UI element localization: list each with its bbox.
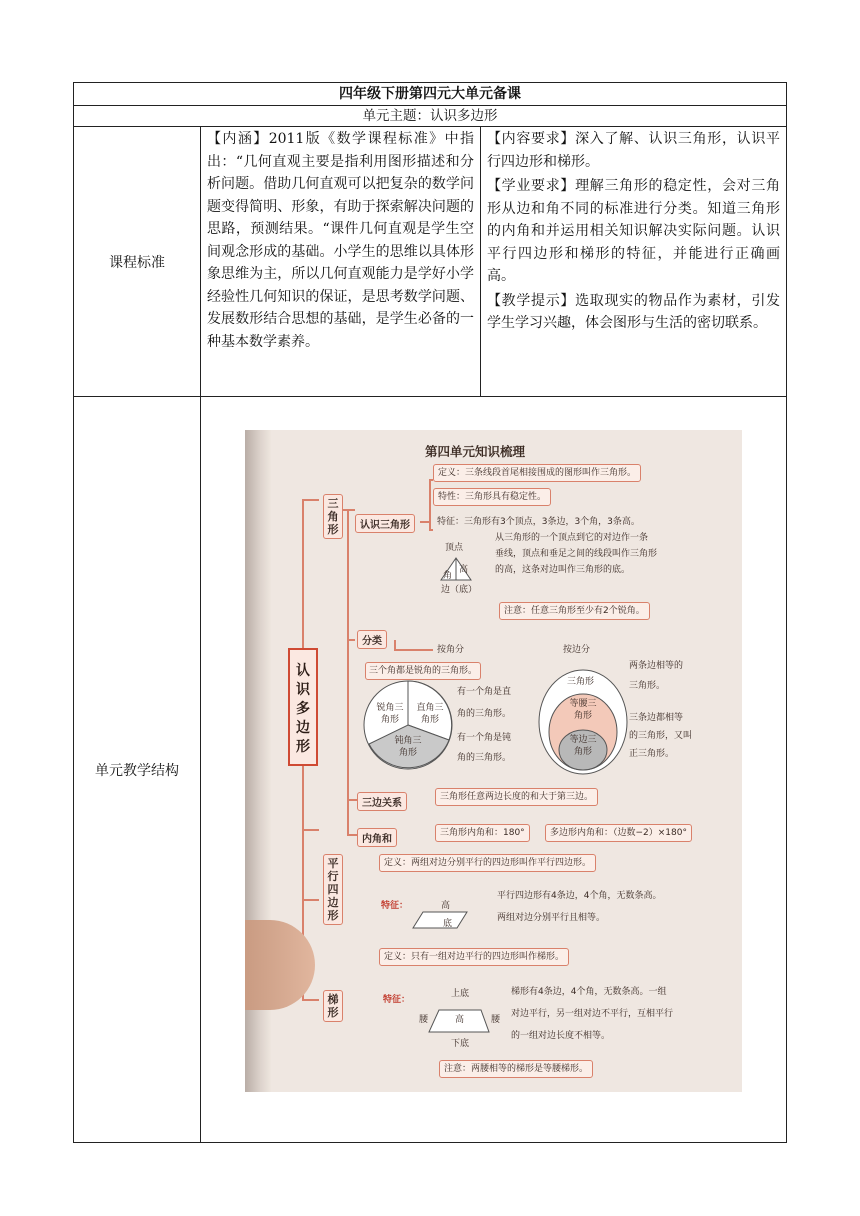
right-triangle: 直角三角形 <box>416 703 444 725</box>
teaching-tips: 【教学提示】选取现实的物品作为素材，引发学生学习兴趣，体会图形与生活的密切联系。 <box>487 292 780 331</box>
row-label-standards: 课程标准 <box>74 127 201 397</box>
node-classify: 分类 <box>357 630 387 649</box>
height-desc-3: 的高，这条对边叫作三角形的底。 <box>495 565 631 575</box>
trapezoid-note: 注意：两腰相等的梯形是等腰梯形。 <box>439 1060 593 1078</box>
map-title: 第四单元知识梳理 <box>425 444 526 459</box>
doc-title: 四年级下册第四元大单元备课 <box>74 83 787 106</box>
node-side-relation: 三边关系 <box>357 792 407 811</box>
all-acute-desc: 三个角都是锐角的三角形。 <box>365 662 481 680</box>
triangle-definition: 定义：三条线段首尾相接围成的图形叫作三角形。 <box>433 464 641 482</box>
row-label-structure: 单元教学结构 <box>74 397 201 1143</box>
height-desc-1: 从三角形的一个顶点到它的对边作一条 <box>495 533 649 543</box>
eq-desc-3: 正三角形。 <box>629 749 675 759</box>
connotation-paragraph: 【内涵】2011版《数学课程标准》中指出：“几何直观主要是指利用图形描述和分析问题。借助几何直观可以把复杂的数学问题变得简明、形象，有助于探索解决问题的思路，预测结果。“课件几何直观是学生空间观念形成的基础。小学生的思维以具体形象思维为主，所以几何直观能力是学好小学经验性几何知识的保证，是思考数学问题、发展数形结合思想的基础，是学生必备的一种基本数学素养。 <box>207 131 474 350</box>
height-desc-2: 垂线，顶点和垂足之间的线段叫作三角形 <box>495 549 658 559</box>
label-height: 高 <box>459 565 469 575</box>
iso-desc-1: 两条边相等的 <box>629 661 684 671</box>
trapezoid-definition: 定义：只有一组对边平行的四边形叫作梯形。 <box>379 948 569 966</box>
trapezoid-text-2: 对边平行，另一组对边不平行，互相平行 <box>511 1009 674 1019</box>
triangle-property: 特性：三角形具有稳定性。 <box>433 488 551 506</box>
trapezoid-top: 上底 <box>451 989 470 999</box>
parallelogram-text-1: 平行四边形有4条边，4个角，无数条高。 <box>497 891 662 901</box>
content-requirements: 【内容要求】深入了解、认识三角形，认识平行四边形和梯形。 <box>487 131 780 170</box>
node-parallelogram: 平行四边形 <box>323 854 343 925</box>
side-relation-text: 三角形任意两边长度的和大于第三边。 <box>435 788 598 806</box>
trapezoid-feature-tag: 特征： <box>383 995 411 1005</box>
node-angle-sum: 内角和 <box>357 828 397 847</box>
parallelogram-feature-tag: 特征： <box>381 901 409 911</box>
trapezoid-height: 高 <box>455 1015 465 1025</box>
trapezoid-leg-left: 腰 <box>419 1015 429 1025</box>
label-vertex: 顶点 <box>445 543 464 553</box>
root-node: 认识多边形 <box>288 648 318 766</box>
trapezoid-text-3: 的一组对边长度不相等。 <box>511 1031 611 1041</box>
knowledge-map-photo <box>245 430 742 1092</box>
equilateral-label: 等边三角形 <box>569 735 597 757</box>
parallelogram-height: 高 <box>441 901 451 911</box>
obtuse-desc-2: 角的三角形。 <box>457 753 512 763</box>
parallelogram-base: 底 <box>443 919 453 929</box>
polygon-angle-sum: 多边形内角和：（边数−2）×180° <box>545 824 692 842</box>
parallelogram-text-2: 两组对边分别平行且相等。 <box>497 913 606 923</box>
isosceles-label: 等腰三角形 <box>569 699 597 721</box>
right-desc-2: 角的三角形。 <box>457 709 512 719</box>
right-desc-1: 有一个角是直 <box>457 687 512 697</box>
connotation-text <box>201 127 481 397</box>
label-side-base: 边（底） <box>441 585 478 595</box>
trapezoid-bottom: 下底 <box>451 1039 470 1049</box>
parallelogram-definition: 定义：两组对边分别平行的四边形叫作平行四边形。 <box>379 854 596 872</box>
node-recognize-triangle: 认识三角形 <box>355 514 415 533</box>
node-triangle: 三角形 <box>323 494 343 539</box>
triangle-angle-sum: 三角形内角和：180° <box>435 824 530 842</box>
scalene-label: 三角形 <box>567 677 595 687</box>
requirements-cell <box>481 127 787 397</box>
academic-requirements: 【学业要求】理解三角形的稳定性，会对三角形从边和角不同的标准进行分类。知道三角形的内角和并运用相关知识解决实际问题。认识平行四边形和梯形的特征，并能进行正确画高。 <box>487 178 780 284</box>
triangle-feature: 特征：三角形有3个顶点，3条边，3个角，3条高。 <box>437 517 640 527</box>
node-trapezoid: 梯形 <box>323 990 343 1022</box>
trapezoid-text-1: 梯形有4条边，4个角，无数条高。一组 <box>511 987 667 997</box>
eq-desc-1: 三条边都相等 <box>629 713 684 723</box>
iso-desc-2: 三角形。 <box>629 681 666 691</box>
eq-desc-2: 的三角形，又叫 <box>629 731 693 741</box>
acute-triangle: 锐角三角形 <box>376 703 404 725</box>
trapezoid-leg-right: 腰 <box>491 1015 501 1025</box>
obtuse-triangle: 钝角三角形 <box>394 736 422 758</box>
obtuse-desc-1: 有一个角是钝 <box>457 733 512 743</box>
label-angle: 角 <box>443 571 453 581</box>
note-acute-angles: 注意：任意三角形至少有2个锐角。 <box>499 602 650 620</box>
by-side-label: 按边分 <box>563 645 591 655</box>
unit-theme: 单元主题：认识多边形 <box>74 106 787 127</box>
by-angle-label: 按角分 <box>437 645 465 655</box>
